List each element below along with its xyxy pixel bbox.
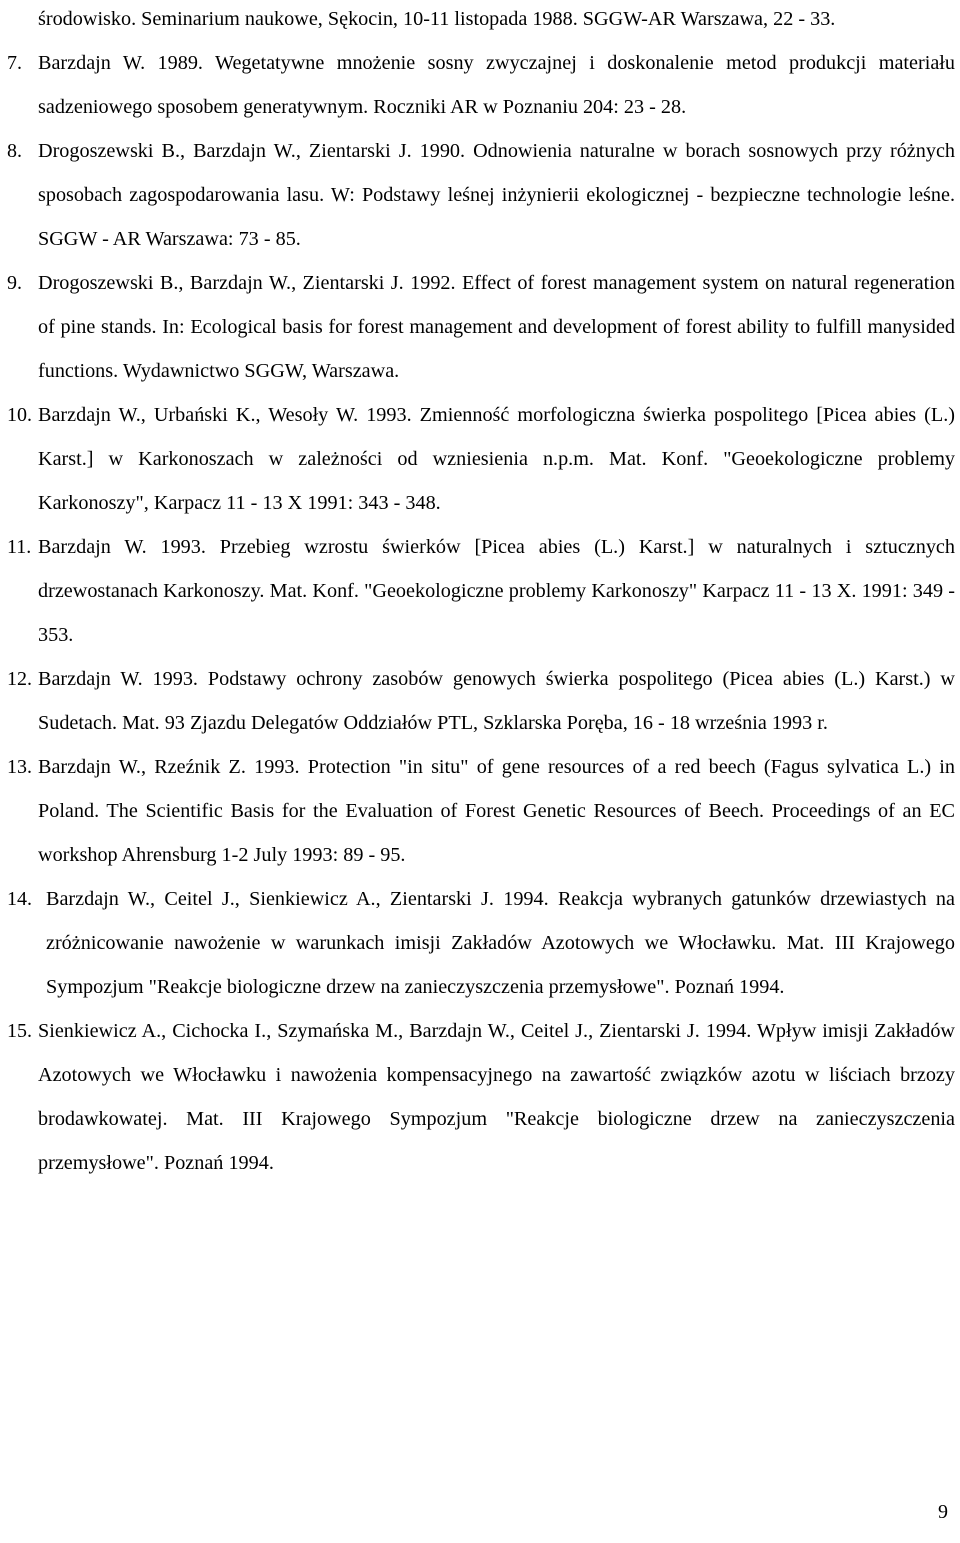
reference-number: 13.	[7, 756, 32, 778]
reference-item	[0, 657, 960, 745]
reference-text: Barzdajn W. 1993. Przebieg wzrostu świerków [Picea abies (L.) Karst.] w naturalnych i sztucznych drzewostanach Karkonoszy. Mat. Konf. "Geoekologiczne problemy Karkonoszy" Karpacz 11 - 13 X. 1991: 349 - 353.	[38, 536, 955, 646]
reference-item	[0, 261, 960, 393]
reference-item	[0, 877, 960, 1009]
reference-item	[0, 1009, 960, 1185]
reference-item	[0, 41, 960, 129]
reference-text: Drogoszewski B., Barzdajn W., Zientarski J. 1992. Effect of forest management system on natural regeneration of pine stands. In: Ecological basis for forest management and development of forest ability to fulfill manysided functions. Wydawnictwo SGGW, Warszawa.	[38, 272, 955, 382]
reference-item	[0, 393, 960, 525]
reference-number: 14.	[7, 888, 32, 910]
reference-number: 8.	[7, 140, 22, 162]
reference-text: Barzdajn W. 1989. Wegetatywne mnożenie sosny zwyczajnej i doskonalenie metod produkcji materiału sadzeniowego sposobem generatywnym. Roczniki AR w Poznaniu 204: 23 - 28.	[38, 52, 955, 118]
reference-text: Sienkiewicz A., Cichocka I., Szymańska M., Barzdajn W., Ceitel J., Zientarski J. 1994. Wpływ imisji Zakładów Azotowych we Włocławku i nawożenia kompensacyjnego na zawartość związków azotu w liściach brzozy brodawkowatej. Mat. III Krajowego Sympozjum "Reakcje biologiczne drzew na zanieczyszczenia przemysłowe". Poznań 1994.	[38, 1020, 955, 1174]
reference-text: Drogoszewski B., Barzdajn W., Zientarski J. 1990. Odnowienia naturalne w borach sosnowych przy różnych sposobach zagospodarowania lasu. W: Podstawy leśnej inżynierii ekologicznej - bezpieczne technologie leśne. SGGW - AR Warszawa: 73 - 85.	[38, 140, 955, 250]
reference-text: Barzdajn W. 1993. Podstawy ochrony zasobów genowych świerka pospolitego (Picea abies (L.) Karst.) w Sudetach. Mat. 93 Zjazdu Delegatów Oddziałów PTL, Szklarska Poręba, 16 - 18 września 1993 r.	[38, 668, 955, 734]
reference-text: Barzdajn W., Ceitel J., Sienkiewicz A., Zientarski J. 1994. Reakcja wybranych gatunków drzewiastych na zróżnicowanie nawożenie w warunkach imisji Zakładów Azotowych we Włocławku. Mat. III Krajowego Sympozjum "Reakcje biologiczne drzew na zanieczyszczenia przemysłowe". Poznań 1994.	[46, 888, 955, 998]
page-number: 9	[938, 1501, 948, 1523]
reference-number: 9.	[7, 272, 22, 294]
reference-number: 12.	[7, 668, 32, 690]
reference-number: 7.	[7, 52, 22, 74]
reference-item	[0, 525, 960, 657]
reference-text: Barzdajn W., Urbański K., Wesoły W. 1993. Zmienność morfologiczna świerka pospolitego [Picea abies (L.) Karst.] w Karkonoszach w zależności od wzniesienia n.p.m. Mat. Konf. "Geoekologiczne problemy Karkonoszy", Karpacz 11 - 13 X 1991: 343 - 348.	[38, 404, 955, 514]
reference-item	[0, 129, 960, 261]
reference-item	[0, 745, 960, 877]
reference-number: 11.	[7, 536, 32, 558]
reference-number: 10.	[7, 404, 32, 426]
reference-item	[0, 0, 960, 41]
reference-number: 15.	[7, 1020, 32, 1042]
reference-text: środowisko. Seminarium naukowe, Sękocin, 10-11 listopada 1988. SGGW-AR Warszawa, 22 - 33.	[38, 8, 836, 30]
reference-text: Barzdajn W., Rzeźnik Z. 1993. Protection "in situ" of gene resources of a red beech (Fagus sylvatica L.) in Poland. The Scientific Basis for the Evaluation of Forest Genetic Resources of Beech. Proceedings of an EC workshop Ahrensburg 1-2 July 1993: 89 - 95.	[38, 756, 955, 866]
